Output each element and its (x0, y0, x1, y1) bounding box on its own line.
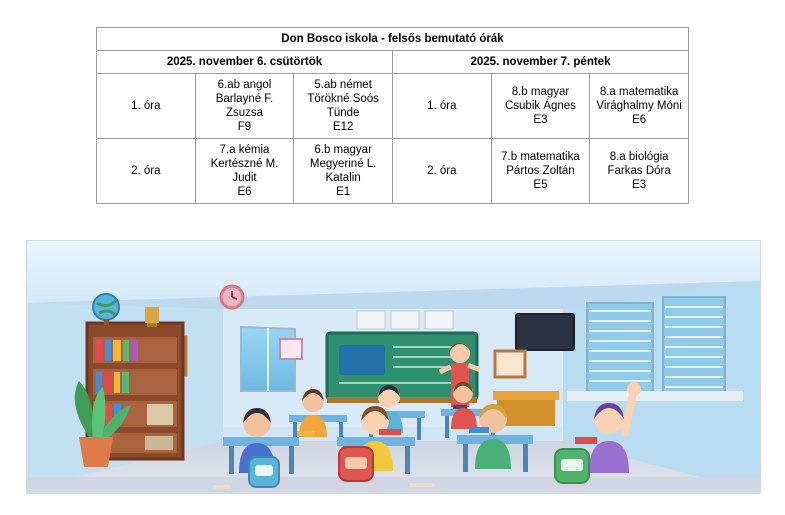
lesson-teacher: Megyeriné L. Katalin (309, 158, 377, 185)
page-title: Don Bosco iskola - felsős bemutató órák (97, 28, 689, 51)
table-row-title (97, 28, 689, 51)
lesson-cell (294, 139, 393, 204)
hour-label-right-2: 2. óra (392, 139, 491, 204)
lesson-subject: 8.a biológia (609, 151, 669, 164)
lesson-room: E6 (632, 114, 647, 127)
lesson-cell (491, 139, 590, 204)
lesson-room: E1 (336, 186, 351, 199)
lesson-subject: 8.b magyar (511, 86, 570, 99)
lesson-room: F9 (237, 121, 252, 134)
lesson-teacher: Kertészné M. Judit (210, 158, 279, 185)
classroom-illustration (26, 240, 761, 494)
day-header-thursday: 2025. november 6. csütörtök (97, 51, 393, 74)
schedule-table-container (96, 27, 689, 204)
lesson-cell (195, 139, 294, 204)
lesson-teacher: Barlayné F. Zsuzsa (215, 93, 274, 120)
lesson-teacher: Törökné Soós Tünde (307, 93, 379, 120)
lesson-cell (491, 74, 590, 139)
lesson-subject: 8.a matematika (599, 86, 679, 99)
hour-label-right-1: 1. óra (392, 74, 491, 139)
lesson-subject: 7.a kémia (219, 144, 270, 157)
lesson-subject: 7.b matematika (501, 151, 580, 164)
lesson-cell (195, 74, 294, 139)
lesson-room: E3 (632, 179, 647, 192)
lesson-teacher: Csubik Ágnes (504, 100, 576, 113)
wall-screens (357, 311, 453, 329)
tv-screen (516, 314, 574, 350)
lesson-room: E3 (533, 114, 548, 127)
table-row (97, 74, 689, 139)
lesson-cell (294, 74, 393, 139)
lesson-room: E6 (237, 186, 252, 199)
lesson-cell (590, 139, 689, 204)
hour-label-left-2: 2. óra (97, 139, 196, 204)
table-row-days (97, 51, 689, 74)
lesson-room: E5 (533, 179, 548, 192)
lesson-room: E12 (332, 121, 354, 134)
clock-on-wall (221, 286, 243, 308)
hour-label-left-1: 1. óra (97, 74, 196, 139)
lesson-subject: 5.ab német (314, 79, 372, 92)
lesson-subject: 6.b magyar (314, 144, 372, 157)
day-header-friday: 2025. november 7. péntek (392, 51, 688, 74)
lesson-teacher: Virághalmy Móni (596, 100, 682, 113)
classroom-illustration-svg (27, 241, 760, 493)
table-row (97, 139, 689, 204)
lesson-teacher: Pártos Zoltán (506, 165, 575, 178)
lesson-teacher: Farkas Dóra (607, 165, 671, 178)
schedule-table (96, 27, 689, 204)
lesson-cell (590, 74, 689, 139)
lesson-subject: 6.ab angol (217, 79, 272, 92)
